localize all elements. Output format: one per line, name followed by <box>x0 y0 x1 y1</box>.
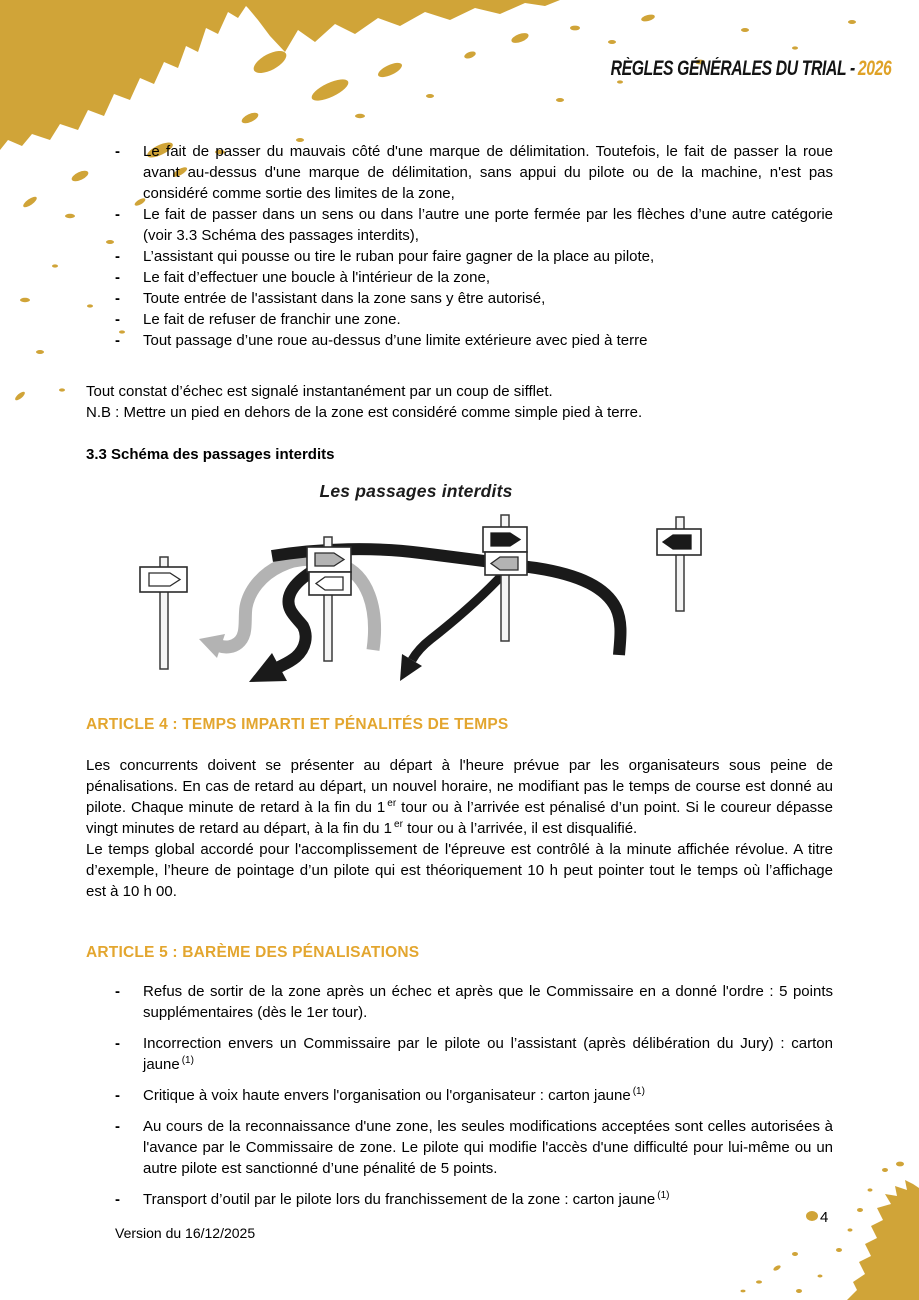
footnote-ref: (1) <box>632 1086 645 1097</box>
superscript-er: er <box>387 798 397 809</box>
list-item-text: Le fait d’effectuer une boucle à l'intérieur de la zone, <box>143 269 490 286</box>
diagram-title: Les passages interdits <box>319 481 513 501</box>
list-item-text <box>143 1191 669 1208</box>
bullet-dash: - <box>115 143 120 160</box>
article-4-paragraph-1 <box>86 755 833 839</box>
list-item-text <box>143 1118 833 1177</box>
note-line: Tout constat d’échec est signalé instantanément par un coup de sifflet. <box>86 383 553 400</box>
list-item <box>86 246 833 267</box>
bullet-dash: - <box>115 1087 120 1104</box>
list-item-text: Tout passage d’une roue au-dessus d’une limite extérieure avec pied à terre <box>143 332 648 349</box>
list-item <box>86 1033 833 1075</box>
penalty-text: Au cours de la reconnaissance d'une zone, les seules modifications acceptées sont celles autorisées à l'avance par le Commissaire de zone. Le pilote qui modifie l'accès d'une difficulté pour lui-même ou un autre pilote est sanctionné d’une pénalité de 5 points. <box>143 1118 833 1177</box>
list-item <box>86 204 833 246</box>
list-item-text: Le fait de passer du mauvais côté d'une marque de délimitation. Toutefois, le fait de passer la roue avant au-dessus d'une marque de délimitation, sans appui du pilote ou de la machine, n'est pas considéré comme sortie des limites de la zone, <box>143 143 833 202</box>
list-item <box>86 309 833 330</box>
bullet-dash: - <box>115 1118 120 1135</box>
list-item <box>86 288 833 309</box>
footnote-ref: (1) <box>181 1055 194 1066</box>
list-item-text <box>143 983 833 1021</box>
paragraph-text: tour ou à l’arrivée est pénalisé d’un point. Si le coureur dépasse vingt minutes de retard au départ, à la fin du 1 <box>86 799 834 837</box>
gate-post-4 <box>657 517 701 611</box>
bullet-dash: - <box>115 983 120 1000</box>
header-title-text: RÈGLES GÉNÉRALES DU TRIAL - <box>610 57 855 80</box>
list-item-text: Le fait de passer dans un sens ou dans l’autre une porte fermée par les flèches d’une autre catégorie (voir 3.3 Schéma des passages interdits), <box>143 206 833 244</box>
bullet-dash: - <box>115 269 120 286</box>
notes-paragraph <box>86 381 833 423</box>
bullet-dash: - <box>115 248 120 265</box>
list-item <box>86 267 833 288</box>
list-item-text <box>143 1087 645 1104</box>
superscript-er: er <box>394 819 403 830</box>
bullet-dash: - <box>115 206 120 223</box>
article-5-list <box>86 981 833 1220</box>
bullet-dash: - <box>115 311 120 328</box>
list-item <box>86 1189 833 1210</box>
gate-post-1 <box>140 557 187 669</box>
page-number: 4 <box>820 1209 829 1226</box>
document-header-title <box>610 57 891 81</box>
list-item-text: Le fait de refuser de franchir une zone. <box>143 311 401 328</box>
forbidden-passages-diagram <box>86 503 833 705</box>
paragraph-text: tour ou à l’arrivée, il est disqualifié. <box>402 820 638 837</box>
list-item-text: L’assistant qui pousse ou tire le ruban pour faire gagner de la place au pilote, <box>143 248 655 265</box>
bullet-dash: - <box>115 1035 120 1052</box>
list-item-text: Toute entrée de l'assistant dans la zone sans y être autorisé, <box>143 290 546 307</box>
penalty-text: Refus de sortir de la zone après un échec et après que le Commissaire en a donné l'ordre : 5 points supplémentaires (dès le 1er tour). <box>143 983 833 1021</box>
list-item <box>86 1116 833 1179</box>
note-line: N.B : Mettre un pied en dehors de la zone est considéré comme simple pied à terre. <box>86 404 643 421</box>
article-4-body <box>86 755 833 902</box>
article-4-heading: ARTICLE 4 : TEMPS IMPARTI ET PÉNALITÉS DE TEMPS <box>86 716 509 733</box>
list-item <box>86 1085 833 1106</box>
list-item <box>86 141 833 204</box>
black-branch-arrow <box>400 571 506 681</box>
paragraph-text: Les concurrents doivent se présenter au départ à l'heure prévue par les organisateurs sous peine de pénalisations. En cas de retard au départ, un nouvel horaire, ne modifiant pas le temps de course est donné au pilote. Chaque minute de retard à la fin du 1 <box>86 757 833 816</box>
section-3-3-heading: 3.3 Schéma des passages interdits <box>86 446 335 463</box>
bullet-dash: - <box>115 290 120 307</box>
article-4-paragraph-2: Le temps global accordé pour l'accomplissement de l'épreuve est contrôlé à la minute affichée révolue. A titre d’exemple, l’heure de pointage d’un pilote qui est théoriquement 10 h peut pointer tout le temps où l’affichage est à 10 h 00. <box>86 841 833 900</box>
bullet-dash: - <box>115 332 120 349</box>
list-item-text <box>143 1035 833 1073</box>
header-title-year: 2026 <box>857 57 891 80</box>
list-item <box>86 981 833 1023</box>
footnote-ref: (1) <box>657 1190 670 1201</box>
intro-bullet-list <box>86 141 833 351</box>
gate-post-2 <box>307 537 351 661</box>
footer-version: Version du 16/12/2025 <box>115 1225 256 1241</box>
article-5-heading: ARTICLE 5 : BARÈME DES PÉNALISATIONS <box>86 944 420 961</box>
penalty-text: Transport d’outil par le pilote lors du franchissement de la zone : carton jaune <box>143 1191 656 1208</box>
penalty-text: Incorrection envers un Commissaire par le pilote ou l’assistant (après délibération du Jury) : carton jaune <box>143 1035 833 1073</box>
gate-post-3 <box>483 515 527 641</box>
penalty-text: Critique à voix haute envers l'organisation ou l'organisateur : carton jaune <box>143 1087 631 1104</box>
list-item <box>86 330 833 351</box>
bullet-dash: - <box>115 1191 120 1208</box>
